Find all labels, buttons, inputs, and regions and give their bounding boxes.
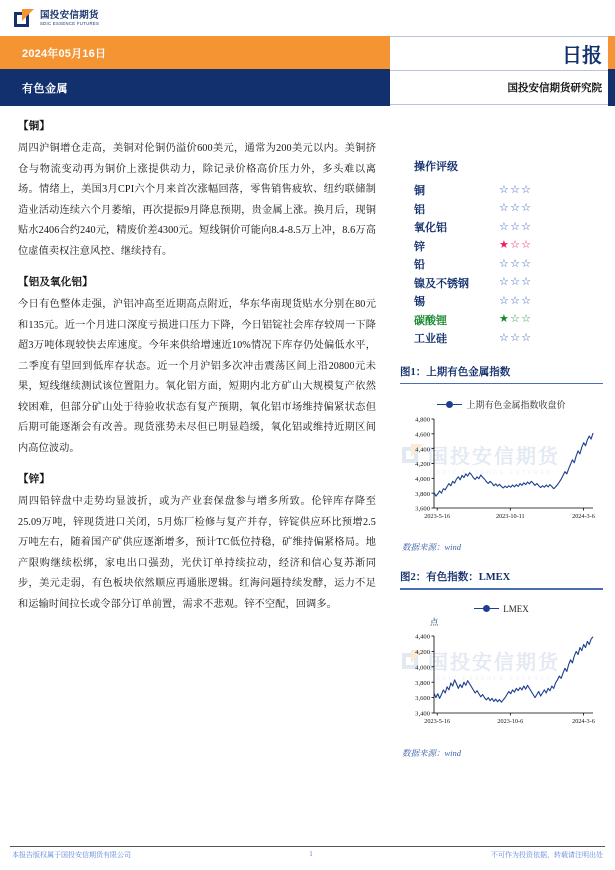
star-outline-icon: ☆: [510, 202, 522, 215]
star-outline-icon: ☆: [521, 239, 533, 252]
rating-stars: [499, 277, 532, 288]
svg-text:4,200: 4,200: [415, 648, 430, 656]
rating-row-7: [414, 292, 603, 311]
company-logo: [14, 9, 99, 29]
star-outline-icon: ☆: [510, 294, 522, 307]
chart-2-legend-label: LMEX: [503, 603, 529, 614]
legend-marker-icon: [474, 605, 499, 612]
header-left-bars: [0, 36, 390, 106]
chart-1-card: [400, 388, 603, 538]
svg-text:4,400: 4,400: [415, 446, 430, 454]
star-outline-icon: ☆: [499, 257, 511, 270]
chart-2-title: 图2：有色指数：LMEX: [400, 572, 511, 583]
header-rule-bottom: [390, 104, 615, 105]
chart-2-unit: 点: [430, 616, 439, 627]
svg-text:4,200: 4,200: [415, 461, 430, 469]
rating-metal-name: 氧化铝: [414, 222, 447, 235]
svg-text:3,800: 3,800: [415, 490, 430, 498]
logo-chinese-name: 国投安信期货: [40, 10, 99, 22]
chart-2-source: 数据来源：wind: [402, 747, 462, 758]
star-outline-icon: ☆: [499, 331, 511, 344]
chart-1-legend-label: 上期有色金属指数收盘价: [466, 400, 566, 410]
svg-text:2023-10-11: 2023-10-11: [495, 513, 525, 520]
svg-text:4,000: 4,000: [415, 663, 430, 671]
section-heading-aluminum: 【铝及氧化铝】: [18, 277, 93, 288]
section-body-aluminum: 今日有色整体走强，沪铝冲高至近期高点附近，华东华南现货贴水分别在80元和135元。近一个月进口深度亏损进口压力下降，今日铝锭社会库存较周一下降超3万吨体现较快去库速度。今年来供给增速近10%情况下库存仍处偏低水平，二季度有望回到低库存状态。近一个月沪铝多次冲击震荡区间上沿20800元未果，短线继续测试该位置阻力。氧化铝方面，短期内北方矿山大规模复产依然较困难，但部分矿山处于待验收状态有复产预期，氧化铝市场维持偏紧状态但后期可能逐渐会有改善。现货涨势未尽但已明显趋缓，氧化铝或维持近期区间内高位波动。: [18, 299, 376, 454]
rating-row-6: [414, 274, 603, 293]
report-body: [0, 106, 615, 759]
rating-row-4: [414, 237, 603, 256]
star-outline-icon: ☆: [521, 313, 533, 326]
report-category: 有色金属: [0, 69, 390, 106]
logo-mark-icon: [14, 9, 35, 29]
chart-1-legend: [400, 388, 603, 411]
rating-stars: [499, 314, 532, 325]
rating-row-3: [414, 218, 603, 237]
chart-2-svg: [400, 630, 599, 730]
chart-block-2: [400, 569, 603, 759]
star-outline-icon: ☆: [499, 220, 511, 233]
svg-text:3,800: 3,800: [415, 679, 430, 687]
footer-disclaimer: 不可作为投资依据，转载请注明出处: [491, 851, 603, 859]
masthead: [0, 0, 615, 36]
star-filled-icon: ★: [499, 239, 511, 252]
rating-metal-name: 锡: [414, 296, 425, 309]
rating-row-1: [414, 181, 603, 200]
rating-metal-name: 铝: [414, 203, 425, 216]
svg-text:2024-3-6: 2024-3-6: [572, 513, 595, 520]
star-outline-icon: ☆: [521, 294, 533, 307]
watermark-text: 国投安信期货: [428, 446, 560, 468]
report-date: 2024年05月16日: [0, 36, 390, 69]
star-outline-icon: ☆: [521, 257, 533, 270]
svg-text:3,600: 3,600: [415, 694, 430, 702]
rating-stars: [499, 203, 532, 214]
institute-name: 国投安信期货研究院: [507, 82, 602, 94]
chart-block-1: [400, 364, 603, 554]
svg-text:3,600: 3,600: [415, 505, 430, 513]
section-heading-zinc: 【锌】: [18, 474, 51, 485]
section-heading-copper: 【铜】: [18, 121, 51, 132]
chart-1-plot: [400, 413, 603, 530]
ratings-rows: [414, 181, 603, 348]
rating-metal-name: 碳酸锂: [414, 314, 447, 327]
star-outline-icon: ☆: [510, 257, 522, 270]
article-column: [0, 118, 392, 759]
footer-page-number: 1: [309, 850, 313, 858]
sidebar-column: [392, 118, 615, 759]
chart-1-rule: [400, 383, 603, 385]
watermark-text: 国投安信期货: [428, 651, 560, 674]
logo-english-name: SDIC ESSENCE FUTURES: [40, 21, 100, 27]
chart-1-svg: [400, 413, 599, 525]
ratings-title: 操作评级: [414, 161, 458, 173]
rating-stars: [499, 222, 532, 233]
rating-stars: [499, 240, 532, 251]
chart-1-title: 图1：上期有色金属指数: [400, 366, 511, 378]
rating-stars: [499, 296, 532, 307]
rating-metal-name: 铅: [414, 259, 425, 272]
rating-metal-name: 锌: [414, 240, 425, 253]
watermark-subtext: SDIC ESSENCE FUTURES: [436, 675, 553, 682]
page-footer: [0, 846, 615, 860]
star-filled-icon: ★: [499, 313, 511, 326]
rating-row-2: [414, 200, 603, 219]
rating-row-9: [414, 329, 603, 348]
star-outline-icon: ☆: [510, 183, 522, 196]
rating-metal-name: 镍及不锈钢: [414, 277, 469, 290]
star-outline-icon: ☆: [510, 313, 522, 326]
report-header: [0, 36, 615, 106]
report-type: 日报: [562, 45, 602, 67]
rating-metal-name: 工业硅: [414, 333, 447, 346]
star-outline-icon: ☆: [521, 183, 533, 196]
section-body-zinc: 周四铅锌盘中走势均显波折，或为产业套保盘参与增多所致。伦锌库存降至25.09万吨，锌现货进口关闭，5月炼厂检修与复产并存，锌锭供应环比预增2.5万吨左右，随着国产矿供应逐渐增多，预计TC低位持稳，矿维持偏紧格局。地产限购继续松绑，家电出口强劲，光伏订单持续拉动，经济和信心复苏渐同步，美元走弱，有色板块依然顺应再通胀逻辑。红海问题持续发酵，运力不足和运输时间拉长或令部分订单前置，需求不悲观。锌不空配，回调多。: [18, 496, 376, 610]
operation-ratings-table: [400, 158, 603, 348]
star-outline-icon: ☆: [510, 239, 522, 252]
legend-marker-icon: [437, 401, 462, 408]
svg-text:4,400: 4,400: [415, 633, 430, 641]
star-outline-icon: ☆: [499, 294, 511, 307]
svg-text:4,800: 4,800: [415, 416, 430, 424]
header-edge-navy: [608, 69, 615, 106]
star-outline-icon: ☆: [510, 220, 522, 233]
star-outline-icon: ☆: [521, 202, 533, 215]
star-outline-icon: ☆: [499, 276, 511, 289]
header-right-panel: [390, 36, 615, 106]
svg-text:3,400: 3,400: [415, 710, 430, 718]
chart-2-card: [400, 594, 603, 744]
rating-row-5: [414, 255, 603, 274]
chart-2-plot: [400, 630, 603, 735]
star-outline-icon: ☆: [521, 331, 533, 344]
rating-row-8: [414, 311, 603, 330]
footer-rule: [10, 846, 605, 847]
svg-text:4,600: 4,600: [415, 431, 430, 439]
watermark-subtext: SDIC ESSENCE FUTURES: [436, 470, 553, 476]
star-outline-icon: ☆: [521, 220, 533, 233]
star-outline-icon: ☆: [499, 202, 511, 215]
svg-text:2024-3-6: 2024-3-6: [572, 717, 595, 725]
svg-text:4,000: 4,000: [415, 475, 430, 483]
chart-2-legend: [400, 594, 603, 614]
svg-text:2023-5-16: 2023-5-16: [424, 513, 451, 520]
rating-stars: [499, 333, 532, 344]
star-outline-icon: ☆: [510, 276, 522, 289]
rating-metal-name: 铜: [414, 185, 425, 198]
star-outline-icon: ☆: [499, 183, 511, 196]
rating-stars: [499, 185, 532, 196]
star-outline-icon: ☆: [510, 331, 522, 344]
svg-text:2023-5-16: 2023-5-16: [424, 717, 451, 725]
svg-text:2023-10-6: 2023-10-6: [497, 717, 524, 725]
header-edge-orange: [608, 36, 615, 69]
footer-copyright: 本报告版权属于国投安信期货有限公司: [12, 851, 131, 859]
chart-2-rule: [400, 588, 603, 590]
rating-stars: [499, 259, 532, 270]
section-body-copper: 周四沪铜增仓走高，美铜对伦铜仍溢价600美元，通常为200美元以内。美铜挤仓与物流变动再为铜价上涨提供动力，除记录价格高价压力外，多头难以离场。情绪上，美国3月CPI六个月来首次涨幅回落，零售销售疲软、纽约联储制造业活动连续六个月萎缩，再次提振9月降息预期，贵金属上涨。换月后，现铜贴水2406合约240元，精废价差4300元。短线铜价可能向8.4-8.5万上冲，8.6万高位虚值卖权注意风控、继续持有。: [18, 143, 376, 257]
star-outline-icon: ☆: [521, 276, 533, 289]
chart-1-source: 数据来源：wind: [402, 542, 462, 552]
